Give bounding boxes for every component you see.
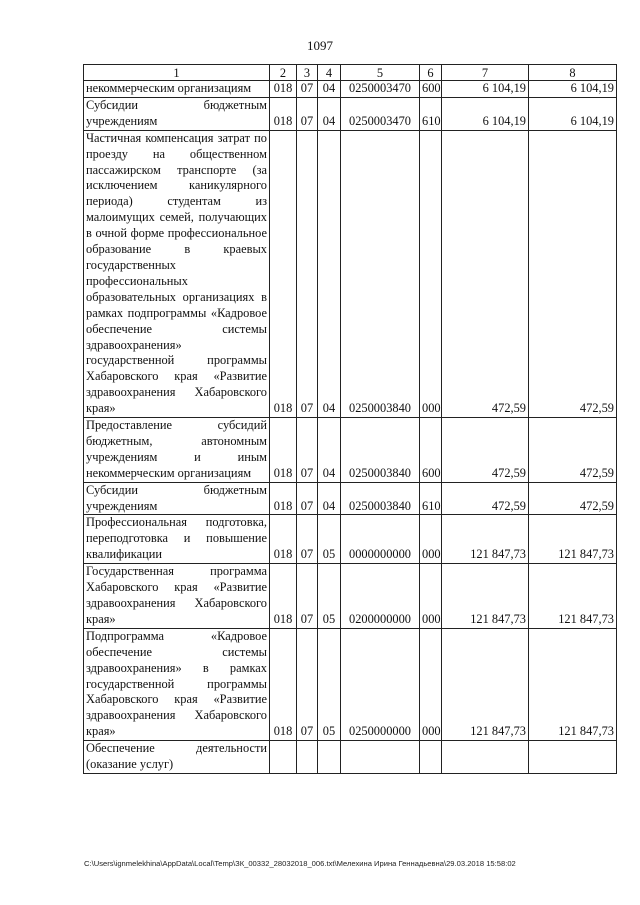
target-article-cell: 0000000000 (341, 515, 420, 564)
section-code-cell: 07 (297, 482, 318, 515)
column-header: 7 (442, 65, 529, 81)
expense-type-cell: 610 (420, 97, 442, 130)
amount-cell: 6 104,19 (529, 97, 617, 130)
row-name-cell: Субсидии бюджетным учреждениям (84, 97, 270, 130)
column-header: 8 (529, 65, 617, 81)
target-article-cell: 0250003840 (341, 130, 420, 417)
column-header: 4 (318, 65, 341, 81)
amount-cell: 472,59 (442, 130, 529, 417)
section-code-cell: 07 (297, 515, 318, 564)
budget-table (83, 64, 617, 774)
amount-cell: 121 847,73 (442, 628, 529, 740)
amount-cell: 121 847,73 (442, 564, 529, 629)
column-header: 3 (297, 65, 318, 81)
row-name-cell: Профессиональная подготовка, переподготовка и повышение квалификации (84, 515, 270, 564)
target-article-cell: 0250003840 (341, 482, 420, 515)
row-name-cell: Субсидии бюджетным учреждениям (84, 482, 270, 515)
amount-cell: 6 104,19 (442, 81, 529, 98)
amount-cell: 121 847,73 (529, 564, 617, 629)
expense-type-cell: 000 (420, 130, 442, 417)
table-row (84, 418, 617, 483)
column-header: 1 (84, 65, 270, 81)
row-name-cell: Подпрограмма «Кадровое обеспечение системы здравоохранения» в рамках государственной программы Хабаровского края «Развитие здравоохранения Хабаровского края» (84, 628, 270, 740)
section-code-cell: 07 (297, 418, 318, 483)
target-article-cell: 0250003470 (341, 81, 420, 98)
row-name-cell: Обеспечение деятельности (оказание услуг) (84, 741, 270, 774)
page-number: 1097 (307, 38, 333, 53)
amount-cell: 472,59 (529, 418, 617, 483)
table-row (84, 97, 617, 130)
amount-cell (529, 741, 617, 774)
table-row (84, 515, 617, 564)
table-row (84, 741, 617, 774)
amount-cell (442, 741, 529, 774)
table-row (84, 81, 617, 98)
subsection-code-cell (318, 741, 341, 774)
expense-type-cell: 610 (420, 482, 442, 515)
subsection-code-cell: 04 (318, 97, 341, 130)
subsection-code-cell: 05 (318, 564, 341, 629)
table-row (84, 628, 617, 740)
expense-type-cell: 000 (420, 628, 442, 740)
subsection-code-cell: 04 (318, 482, 341, 515)
section-code-cell: 07 (297, 564, 318, 629)
grbs-code-cell: 018 (270, 515, 297, 564)
amount-cell: 6 104,19 (442, 97, 529, 130)
grbs-code-cell (270, 741, 297, 774)
expense-type-cell: 600 (420, 81, 442, 98)
subsection-code-cell: 05 (318, 515, 341, 564)
grbs-code-cell: 018 (270, 81, 297, 98)
grbs-code-cell: 018 (270, 564, 297, 629)
grbs-code-cell: 018 (270, 482, 297, 515)
amount-cell: 472,59 (529, 130, 617, 417)
amount-cell: 6 104,19 (529, 81, 617, 98)
section-code-cell: 07 (297, 628, 318, 740)
section-code-cell (297, 741, 318, 774)
row-name-cell: некоммерческим организациям (84, 81, 270, 98)
amount-cell: 472,59 (442, 418, 529, 483)
expense-type-cell: 000 (420, 515, 442, 564)
table-row (84, 564, 617, 629)
amount-cell: 121 847,73 (529, 515, 617, 564)
subsection-code-cell: 04 (318, 81, 341, 98)
row-name-cell: Государственная программа Хабаровского края «Развитие здравоохранения Хабаровского края» (84, 564, 270, 629)
table-row (84, 130, 617, 417)
subsection-code-cell: 04 (318, 418, 341, 483)
amount-cell: 121 847,73 (529, 628, 617, 740)
amount-cell: 472,59 (529, 482, 617, 515)
file-path-footer: C:\Users\ignmelekhina\AppData\Local\Temp\ЗК_00332_28032018_006.txt\Мелехина Ирина Геннадьевна\29.03.2018 15:58:02 (84, 859, 516, 868)
target-article-cell: 0250003840 (341, 418, 420, 483)
target-article-cell: 0250003470 (341, 97, 420, 130)
expense-type-cell: 000 (420, 564, 442, 629)
column-header: 6 (420, 65, 442, 81)
table-row (84, 482, 617, 515)
section-code-cell: 07 (297, 130, 318, 417)
target-article-cell (341, 741, 420, 774)
column-header: 2 (270, 65, 297, 81)
amount-cell: 472,59 (442, 482, 529, 515)
row-name-cell: Предоставление субсидий бюджетным, автономным учреждениям и иным некоммерческим организациям (84, 418, 270, 483)
grbs-code-cell: 018 (270, 628, 297, 740)
column-number-row (84, 65, 617, 81)
row-name-cell: Частичная компенсация затрат по проезду на общественном пассажирском транспорте (за исключением каникулярного периода) студентам из малоимущих семей, получающих в очной форме профессиональное образование в краевых государственных профессиональных образовательных организациях в рамках подпрограммы «Кадровое обеспечение системы здравоохранения» государственной программы Хабаровского края «Развитие здравоохранения Хабаровского края» (84, 130, 270, 417)
expense-type-cell: 600 (420, 418, 442, 483)
section-code-cell: 07 (297, 97, 318, 130)
section-code-cell: 07 (297, 81, 318, 98)
grbs-code-cell: 018 (270, 97, 297, 130)
target-article-cell: 0200000000 (341, 564, 420, 629)
expense-type-cell (420, 741, 442, 774)
grbs-code-cell: 018 (270, 130, 297, 417)
subsection-code-cell: 04 (318, 130, 341, 417)
amount-cell: 121 847,73 (442, 515, 529, 564)
subsection-code-cell: 05 (318, 628, 341, 740)
column-header: 5 (341, 65, 420, 81)
target-article-cell: 0250000000 (341, 628, 420, 740)
grbs-code-cell: 018 (270, 418, 297, 483)
